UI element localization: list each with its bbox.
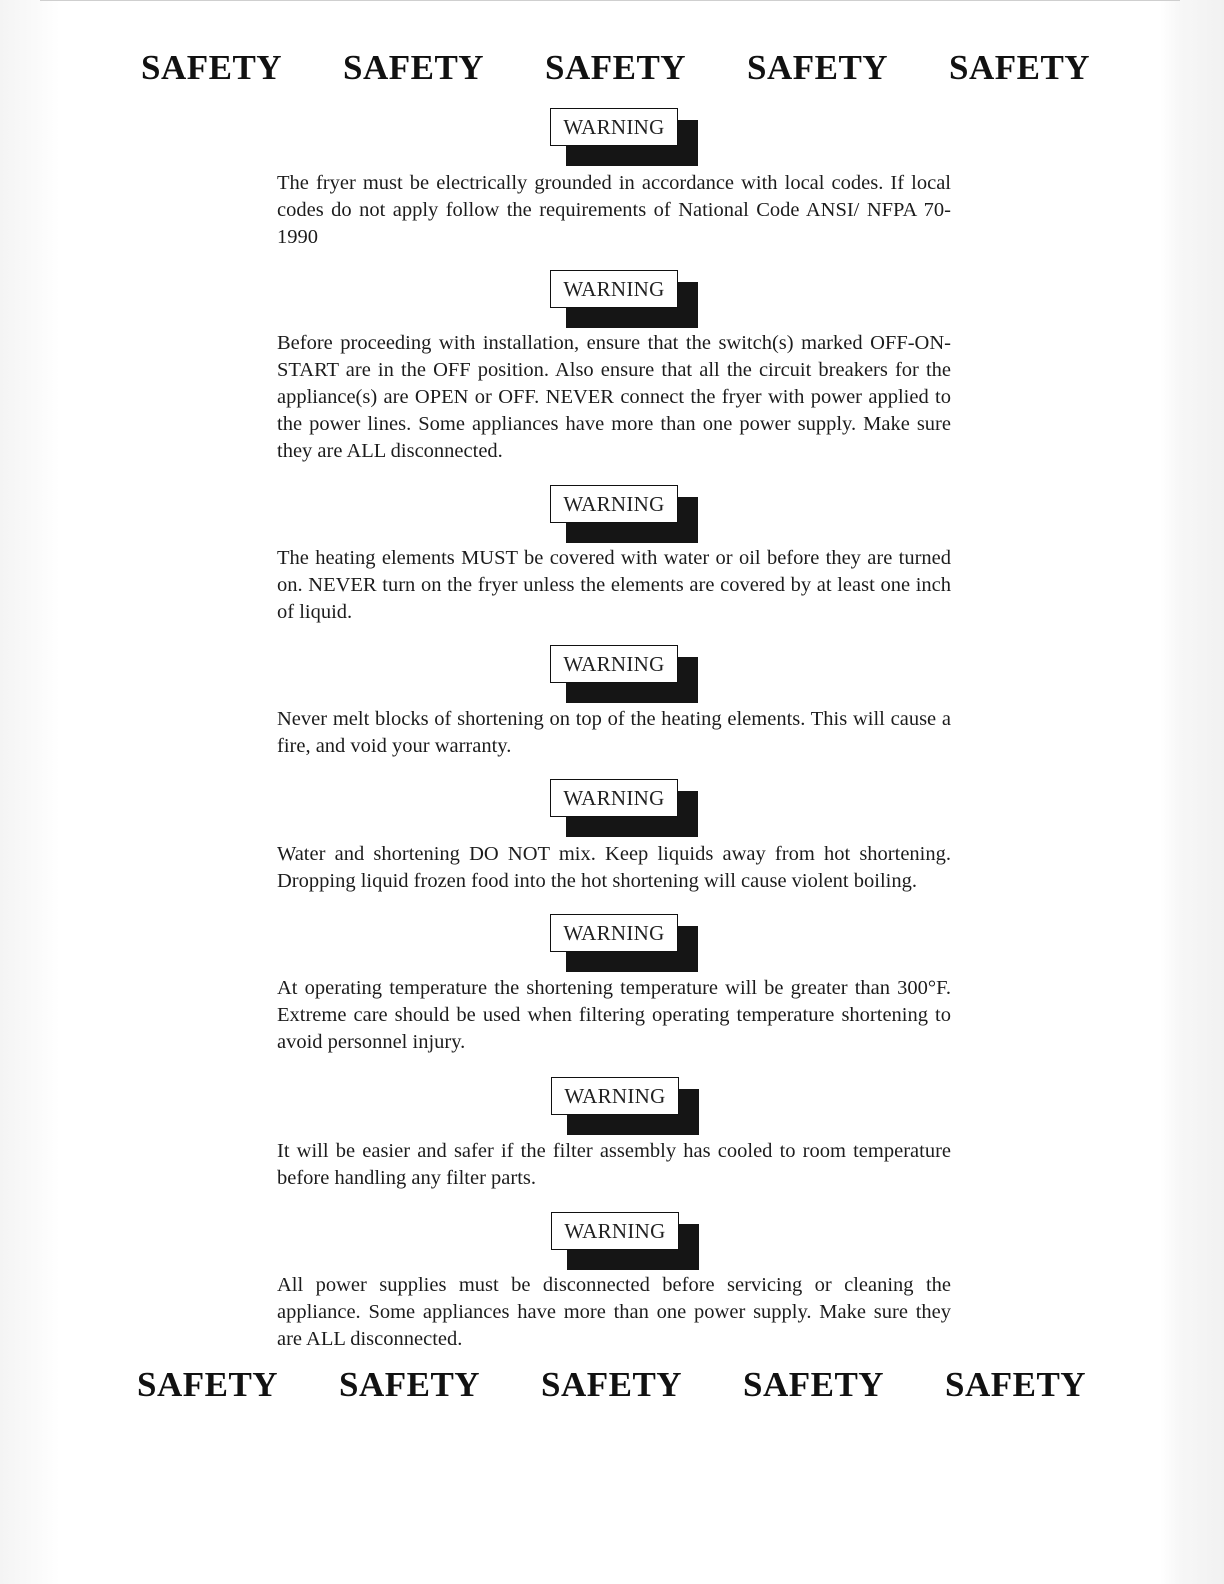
footer-safety-banner (0, 1365, 1224, 1415)
safety-heading: SAFETY (137, 1365, 279, 1404)
warning-badge (550, 485, 700, 543)
warning-label: WARNING (550, 914, 678, 952)
safety-heading: SAFETY (747, 48, 889, 87)
warning-label: WARNING (550, 270, 678, 308)
warning-label: WARNING (551, 1077, 679, 1115)
scan-edge-line (40, 0, 1180, 1)
warning-label: WARNING (550, 779, 678, 817)
warning-text: Never melt blocks of shortening on top of the heating elements. This will cause a fire, and void your warranty. (277, 708, 951, 757)
warning-badge (550, 108, 700, 166)
warning-text: At operating temperature the shortening temperature will be greater than 300°F. Extreme care should be used when filtering operating temperature shortening to avoid personnel injury. (277, 977, 951, 1053)
header-safety-banner (0, 48, 1224, 98)
warning-label: WARNING (550, 485, 678, 523)
warning-text: It will be easier and safer if the filter assembly has cooled to room temperature before handling any filter parts. (277, 1140, 951, 1189)
warning-label: WARNING (550, 108, 678, 146)
warning-badge (551, 1077, 701, 1135)
safety-heading: SAFETY (545, 48, 687, 87)
warning-badge (550, 645, 700, 703)
warning-text: The heating elements MUST be covered with water or oil before they are turned on. NEVER turn on the fryer unless the elements are covered by at least one inch of liquid. (277, 547, 951, 623)
warning-label: WARNING (551, 1212, 679, 1250)
warning-text: All power supplies must be disconnected before servicing or cleaning the appliance. Some appliances have more than one power supply. Make sure they are ALL disconnected. (277, 1274, 951, 1350)
warning-badge (550, 270, 700, 328)
safety-heading: SAFETY (743, 1365, 885, 1404)
warning-text: The fryer must be electrically grounded in accordance with local codes. If local codes do not apply follow the requirements of National Code ANSI/ NFPA 70-1990 (277, 172, 951, 248)
safety-heading: SAFETY (541, 1365, 683, 1404)
safety-heading: SAFETY (343, 48, 485, 87)
warning-badge (550, 779, 700, 837)
warning-badge (550, 914, 700, 972)
safety-heading: SAFETY (945, 1365, 1087, 1404)
warning-text: Water and shortening DO NOT mix. Keep liquids away from hot shortening. Dropping liquid frozen food into the hot shortening will cause violent boiling. (277, 843, 951, 892)
warning-text: Before proceeding with installation, ensure that the switch(s) marked OFF-ON-START are in the OFF position. Also ensure that all the circuit breakers for the appliance(s) are OPEN or OFF. NEVER connect the fryer with power applied to the power lines. Some appliances have more than one power supply. Make sure they are ALL disconnected. (277, 332, 951, 462)
warning-badge (551, 1212, 701, 1270)
warning-label: WARNING (550, 645, 678, 683)
safety-heading: SAFETY (141, 48, 283, 87)
safety-heading: SAFETY (949, 48, 1091, 87)
safety-heading: SAFETY (339, 1365, 481, 1404)
